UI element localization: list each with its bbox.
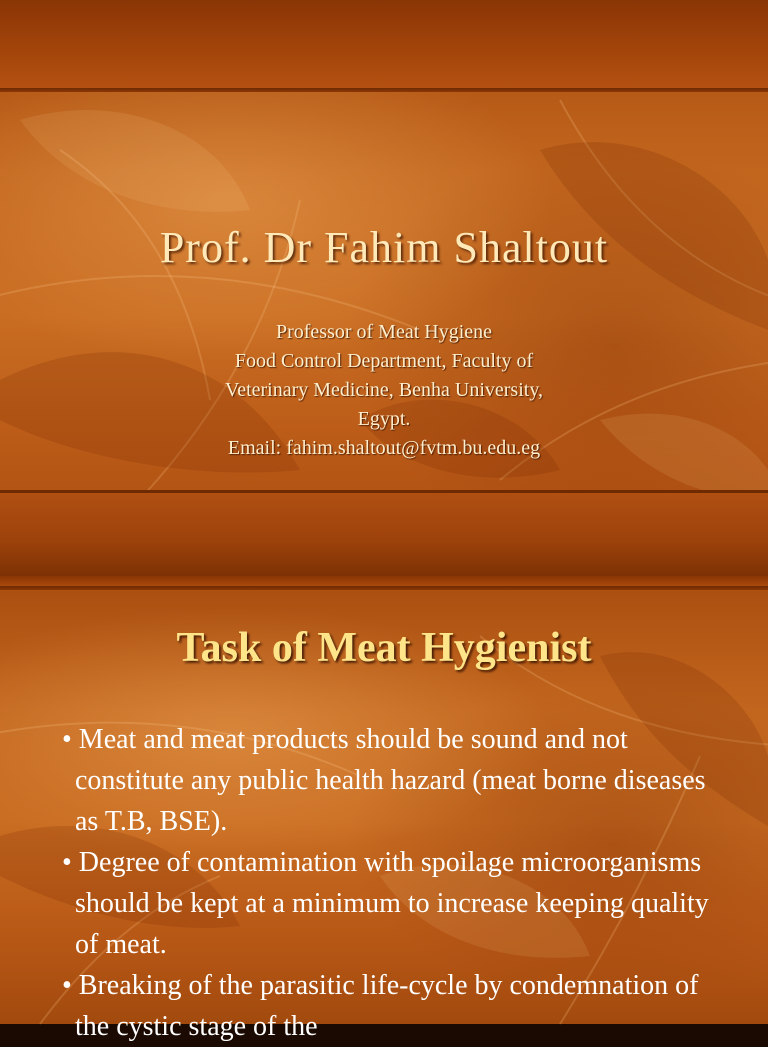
slide-title: Task of Meat Hygienist <box>176 625 592 671</box>
bullet-list <box>62 719 722 1047</box>
presenter-affiliation <box>100 318 668 463</box>
bottom-band <box>0 490 768 576</box>
bullet-item: • Degree of contamination with spoilage microorganisms should be kept at a minimum to increase keeping quality of meat. <box>62 847 709 960</box>
top-band <box>0 0 768 92</box>
bullet-item: • Breaking of the parasitic life-cycle by condemnation of the cystic stage of the <box>62 970 699 1042</box>
affiliation-line: Veterinary Medicine, Benha University, <box>224 379 544 401</box>
affiliation-line: Food Control Department, Faculty of <box>234 350 534 372</box>
affiliation-line: Professor of Meat Hygiene <box>275 321 493 343</box>
content-slide <box>0 576 768 1042</box>
presenter-name-title: Prof. Dr Fahim Shaltout <box>159 223 609 272</box>
bullet-item: • Meat and meat products should be sound and not constitute any public health hazard (meat borne diseases as T.B, BSE). <box>62 724 706 837</box>
affiliation-line: Egypt. <box>357 408 411 430</box>
email-line: Email: fahim.shaltout@fvtm.bu.edu.eg <box>227 437 541 459</box>
